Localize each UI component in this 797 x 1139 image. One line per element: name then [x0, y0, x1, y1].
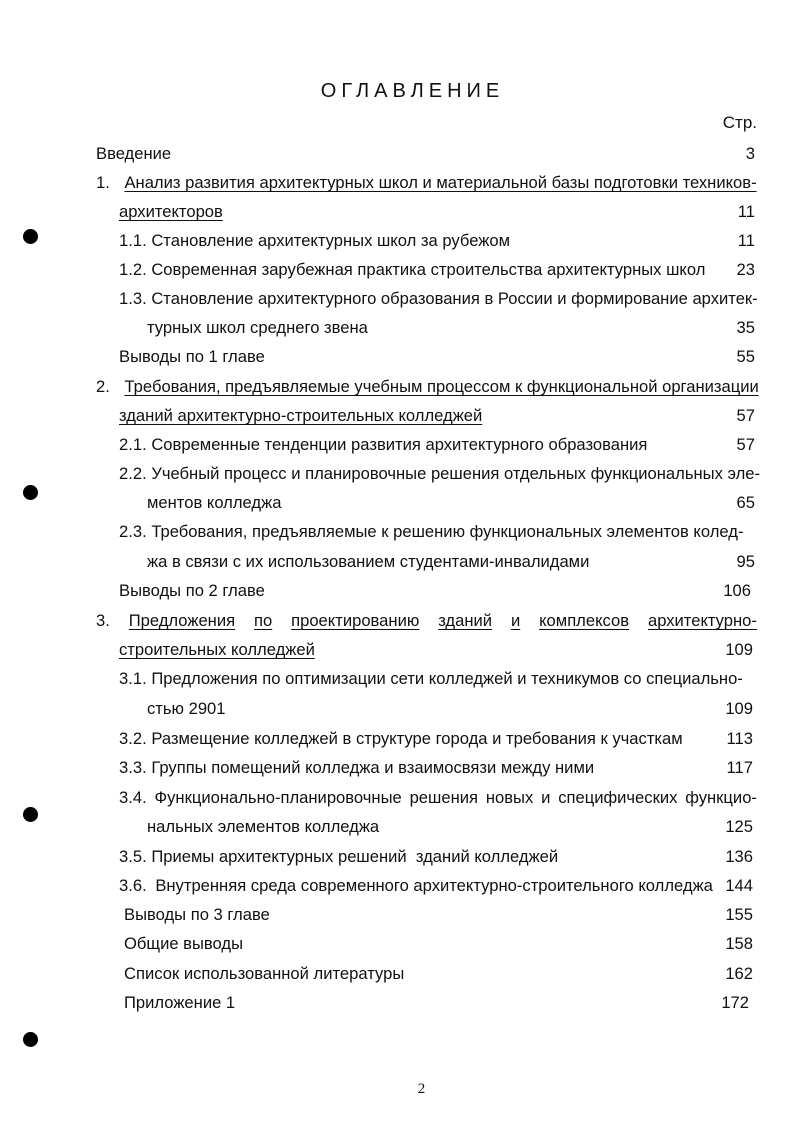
binding-hole-dot [23, 229, 38, 244]
toc-entry-text: строительных колледжей [119, 640, 315, 659]
toc-entry-word: по [254, 611, 273, 630]
toc-entry-text: Группы помещений колледжа и взаимосвязи между ними [151, 758, 595, 777]
toc-entry-page: 136 [725, 847, 753, 866]
toc-entry-page: 35 [736, 318, 755, 337]
toc-section [119, 842, 558, 871]
toc-entry-word: специфических [558, 788, 678, 807]
toc-section [119, 664, 743, 693]
toc-entry-word: комплексов [539, 611, 630, 630]
toc-entry-page: 172 [721, 993, 749, 1012]
toc-entry-page: 113 [726, 729, 753, 748]
toc-entry-page: 125 [725, 817, 753, 836]
toc-entry-page: 57 [736, 406, 755, 425]
toc-entry-page: 144 [725, 876, 753, 895]
toc-chapter-3 [96, 606, 757, 635]
page-number: 2 [417, 1081, 426, 1097]
toc-entry-number: 1.2. [119, 260, 147, 279]
toc-entry-page: 109 [725, 699, 753, 718]
toc-entry-page: 65 [736, 493, 755, 512]
toc-entry-word: Функционально-планировочные [154, 788, 402, 807]
toc-entry-number: 3.5. [119, 847, 147, 866]
toc-entry-page: 155 [725, 905, 753, 924]
toc-entry-text: Список использованной литературы [124, 964, 405, 983]
toc-entry-number: 3.3. [119, 758, 147, 777]
toc-entry-page: 106 [723, 581, 751, 600]
toc-section [119, 517, 743, 546]
toc-section [119, 724, 683, 753]
toc-entry-page: 109 [725, 640, 753, 659]
toc-section [119, 284, 758, 313]
toc-entry-page: 11 [737, 231, 755, 250]
toc-entry-text-cont [119, 635, 315, 664]
toc-entry-word: новых [485, 788, 534, 807]
toc-entry-number: 2.1. [119, 435, 147, 454]
toc-entry-text: Общие выводы [124, 934, 244, 953]
toc-entry-number: 3.6. [119, 876, 147, 895]
toc-entry-text: турных школ среднего звена [147, 318, 368, 337]
toc-entry-text: Учебный процесс и планировочные решения отдельных функциональных эле- [151, 464, 761, 483]
toc-entry-text: жа в связи с их использованием студентами-инвалидами [147, 552, 590, 571]
toc-entry-number: 3. [96, 611, 110, 630]
toc-entry-text: зданий архитектурно-строительных колледжей [119, 406, 483, 425]
toc-entry-word: и [510, 611, 521, 630]
toc-entry-text: Современные тенденции развития архитектурного образования [151, 435, 648, 454]
toc-entry-page: 57 [736, 435, 755, 454]
toc-entry-page: 158 [725, 934, 753, 953]
toc-entry-text: ментов колледжа [147, 493, 282, 512]
toc-entry-number: 1.3. [119, 289, 147, 308]
toc-entry-text: стью 2901 [147, 699, 226, 718]
toc-chapter-1 [96, 168, 757, 197]
toc-entry-text: Приложение 1 [124, 993, 236, 1012]
toc-entry-word: архитектурно- [647, 611, 757, 630]
toc-entry-page: 3 [745, 144, 755, 163]
toc-entry-page: 11 [737, 202, 755, 221]
toc-entry-text: Современная зарубежная практика строительства архитектурных школ [151, 260, 706, 279]
toc-entry-page: 23 [736, 260, 755, 279]
toc-entry-page: 95 [736, 552, 755, 571]
toc-section [119, 430, 647, 459]
toc-section [119, 226, 510, 255]
toc-entry-number: 1. [96, 173, 110, 192]
toc-entry-text: архитекторов [119, 202, 223, 221]
toc-entry-text: Требования, предъявляемые учебным процессом к функциональной организации [124, 377, 759, 396]
toc-entry-number: 3.4. [119, 788, 147, 807]
toc-entry-word: решения [409, 788, 478, 807]
toc-entry-word: зданий [438, 611, 493, 630]
toc-entry-text: Предложения по оптимизации сети колледжей и техникумов со специально- [151, 669, 743, 688]
binding-hole-dot [23, 485, 38, 500]
toc-entry-text: Размещение колледжей в структуре города и требования к участкам [151, 729, 683, 748]
toc-entry-number: 2. [96, 377, 110, 396]
toc-entry-text-cont [119, 197, 223, 226]
toc-entry-text: Выводы по 1 главе [119, 347, 265, 366]
page-column-label: Стр. [722, 113, 757, 132]
toc-entry-number: 2.3. [119, 522, 147, 541]
toc-section [119, 783, 757, 812]
toc-section [119, 871, 713, 900]
toc-entry-text: Внутренняя среда современного архитектурно-строительного колледжа [155, 876, 713, 895]
toc-entry-page: 117 [726, 758, 753, 777]
toc-section [119, 255, 705, 284]
toc-section [119, 753, 594, 782]
toc-entry-text: Выводы по 3 главе [124, 905, 270, 924]
toc-entry-word: проектированию [291, 611, 420, 630]
page-title: ОГЛАВЛЕНИЕ [320, 80, 505, 102]
toc-entry-text: Становление архитектурного образования в России и формирование архитек- [151, 289, 758, 308]
toc-entry-word: Предложения [128, 611, 236, 630]
toc-entry-number: 3.2. [119, 729, 147, 748]
binding-hole-dot [23, 1032, 38, 1047]
toc-entry-page: 55 [736, 347, 755, 366]
toc-entry-text: Выводы по 2 главе [119, 581, 265, 600]
toc-entry-number: 1.1. [119, 231, 147, 250]
binding-hole-dot [23, 807, 38, 822]
toc-entry-text: Введение [96, 144, 172, 163]
toc-entry-text-cont [119, 401, 482, 430]
toc-entry-number: 3.1. [119, 669, 147, 688]
toc-entry-text: Анализ развития архитектурных школ и материальной базы подготовки техников- [124, 173, 757, 192]
toc-entry-text: Требования, предъявляемые к решению функциональных элементов колед- [151, 522, 744, 541]
toc-section [119, 459, 760, 488]
toc-entry-page: 162 [725, 964, 753, 983]
toc-entry-word: и [541, 788, 551, 807]
toc-entry-text: Становление архитектурных школ за рубежом [151, 231, 510, 250]
toc-chapter-2 [96, 372, 759, 401]
toc-entry-number: 2.2. [119, 464, 147, 483]
toc-entry-text: нальных элементов колледжа [147, 817, 380, 836]
toc-entry-word: функцио- [685, 788, 757, 807]
toc-entry-text: Приемы архитектурных решений зданий колледжей [151, 847, 559, 866]
